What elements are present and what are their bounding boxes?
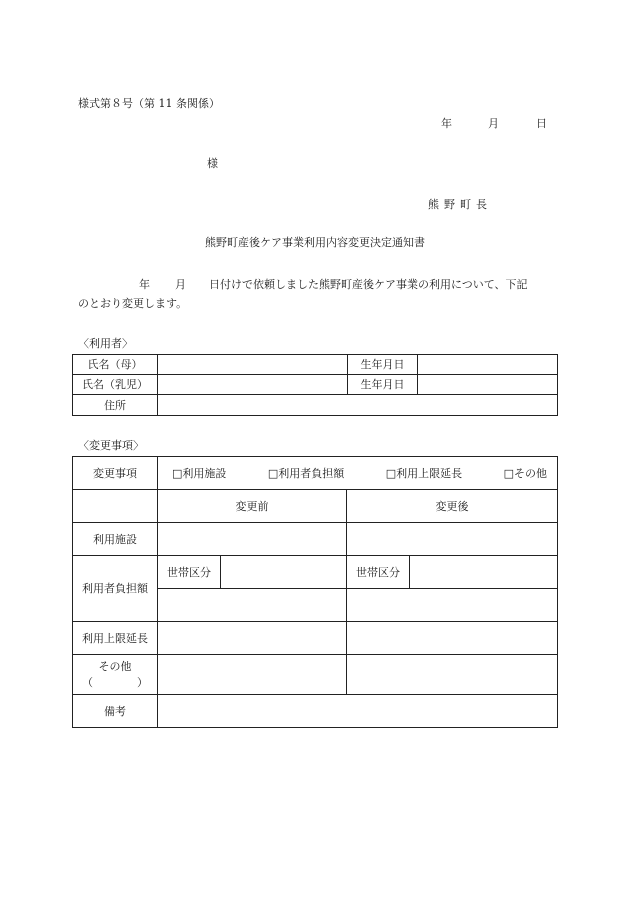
facility-label: 利用施設: [73, 523, 158, 556]
option-extension-checkbox[interactable]: □利用上限延長: [385, 466, 463, 480]
facility-before-field[interactable]: [158, 523, 347, 556]
date-year-label: 年: [441, 117, 452, 130]
change-table: [72, 456, 558, 728]
fee-after-field[interactable]: [347, 589, 558, 622]
other-paren: （ ）: [82, 675, 148, 689]
extension-after-field[interactable]: [347, 622, 558, 655]
household-after-field[interactable]: [410, 556, 558, 589]
remarks-label: 備考: [73, 695, 158, 728]
body-month-label: 月: [175, 278, 186, 291]
other-label-cell: [73, 655, 158, 695]
after-header: 変更後: [347, 490, 558, 523]
issuer: 熊野町長: [428, 198, 492, 211]
form-number: 様式第８号（第 11 条関係）: [78, 97, 220, 110]
addressee-suffix: 様: [207, 157, 218, 170]
change-items-label: 変更事項: [73, 457, 158, 490]
body-line-2: のとおり変更します。: [78, 297, 188, 310]
infant-birthdate-field[interactable]: [418, 375, 558, 395]
remarks-field[interactable]: [158, 695, 558, 728]
body-text-line-1: 日付けで依頼しました熊野町産後ケア事業の利用について、下記: [209, 278, 528, 291]
extension-label: 利用上限延長: [73, 622, 158, 655]
blank-header-cell: [73, 490, 158, 523]
change-section-label: 〈変更事項〉: [78, 439, 144, 452]
other-before-field[interactable]: [158, 655, 347, 695]
fee-before-field[interactable]: [158, 589, 347, 622]
other-after-field[interactable]: [347, 655, 558, 695]
address-field[interactable]: [158, 395, 558, 416]
option-other-checkbox[interactable]: □その他: [503, 466, 547, 480]
document-title: 熊野町産後ケア事業利用内容変更決定通知書: [205, 236, 425, 249]
infant-name-field[interactable]: [158, 375, 348, 395]
option-fee-checkbox[interactable]: □利用者負担額: [267, 466, 345, 480]
household-after-label: 世帯区分: [347, 556, 410, 589]
option-facility-checkbox[interactable]: □利用施設: [172, 466, 227, 480]
mother-birthdate-field[interactable]: [418, 355, 558, 375]
mother-name-label: 氏名（母）: [73, 355, 158, 375]
other-label: その他: [98, 659, 132, 673]
fee-label: 利用者負担額: [73, 556, 158, 622]
date-month-label: 月: [488, 117, 499, 130]
user-table: [72, 354, 558, 416]
body-year-label: 年: [139, 278, 150, 291]
infant-name-label: 氏名（乳児）: [73, 375, 158, 395]
date-day-label: 日: [536, 117, 547, 130]
extension-before-field[interactable]: [158, 622, 347, 655]
household-before-label: 世帯区分: [158, 556, 221, 589]
household-before-field[interactable]: [221, 556, 347, 589]
mother-birthdate-label: 生年月日: [348, 355, 418, 375]
mother-name-field[interactable]: [158, 355, 348, 375]
user-section-label: 〈利用者〉: [78, 337, 133, 350]
change-options: [158, 457, 558, 490]
address-label: 住所: [73, 395, 158, 416]
facility-after-field[interactable]: [347, 523, 558, 556]
infant-birthdate-label: 生年月日: [348, 375, 418, 395]
before-header: 変更前: [158, 490, 347, 523]
